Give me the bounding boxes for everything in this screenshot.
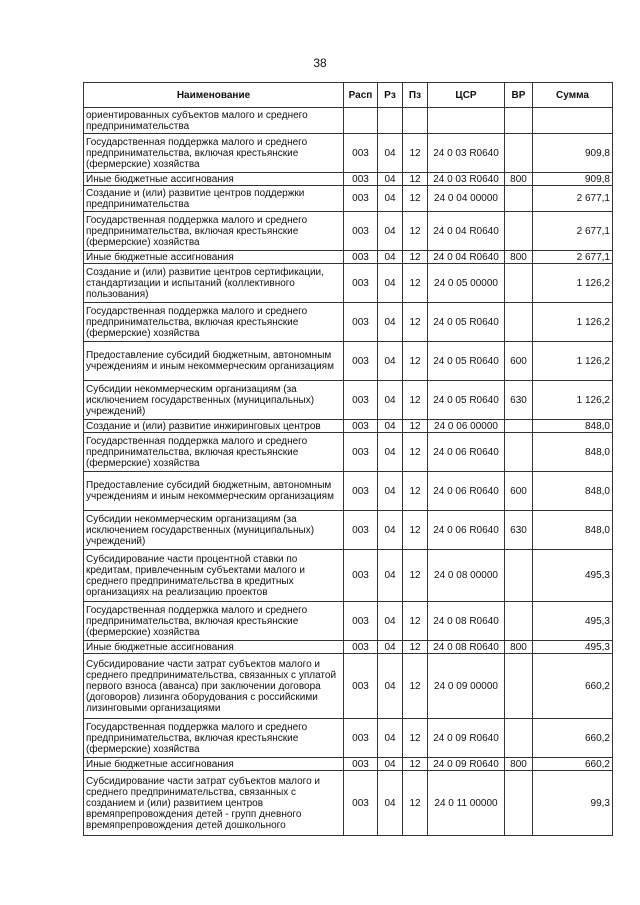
cell-rasp: 003 — [344, 264, 378, 303]
cell-vr — [505, 433, 533, 472]
cell-sum: 909,8 — [533, 134, 613, 173]
cell-rasp: 003 — [344, 472, 378, 511]
table-row — [84, 303, 613, 342]
cell-pz: 12 — [403, 771, 428, 836]
table-row — [84, 212, 613, 251]
cell-sum: 660,2 — [533, 719, 613, 758]
cell-sum: 660,2 — [533, 758, 613, 771]
table-row — [84, 251, 613, 264]
table-row — [84, 433, 613, 472]
table-row — [84, 602, 613, 641]
cell-csr: 24 0 08 R0640 — [428, 602, 505, 641]
cell-rz: 04 — [378, 173, 403, 186]
cell-rz: 04 — [378, 641, 403, 654]
cell-rz: 04 — [378, 251, 403, 264]
cell-csr: 24 0 04 R0640 — [428, 251, 505, 264]
cell-rz: 04 — [378, 303, 403, 342]
cell-csr: 24 0 09 R0640 — [428, 719, 505, 758]
cell-rasp: 003 — [344, 719, 378, 758]
table-row — [84, 511, 613, 550]
cell-vr — [505, 264, 533, 303]
cell-rasp: 003 — [344, 758, 378, 771]
cell-csr: 24 0 05 R0640 — [428, 381, 505, 420]
cell-vr — [505, 212, 533, 251]
cell-name: ориентированных субъектов малого и среднего предпринимательства — [84, 108, 344, 134]
cell-name: Государственная поддержка малого и среднего предпринимательства, включая крестьянские (фермерские) хозяйства — [84, 433, 344, 472]
cell-vr — [505, 602, 533, 641]
cell-name: Субсидии некоммерческим организациям (за исключением государственных (муниципальных) учреждений) — [84, 511, 344, 550]
cell-rasp: 003 — [344, 433, 378, 472]
cell-sum: 2 677,1 — [533, 212, 613, 251]
cell-csr: 24 0 06 R0640 — [428, 433, 505, 472]
page-number: 38 — [313, 56, 327, 70]
cell-sum: 495,3 — [533, 641, 613, 654]
header-csr: ЦСР — [428, 83, 505, 108]
cell-rz: 04 — [378, 758, 403, 771]
cell-rasp: 003 — [344, 641, 378, 654]
cell-name: Создание и (или) развитие центров сертификации, стандартизации и испытаний (коллективного пользования) — [84, 264, 344, 303]
cell-pz: 12 — [403, 251, 428, 264]
cell-name: Государственная поддержка малого и среднего предпринимательства, включая крестьянские (фермерские) хозяйства — [84, 602, 344, 641]
cell-rz: 04 — [378, 550, 403, 602]
cell-csr: 24 0 05 R0640 — [428, 303, 505, 342]
cell-csr: 24 0 08 R0640 — [428, 641, 505, 654]
cell-rz: 04 — [378, 342, 403, 381]
cell-pz: 12 — [403, 433, 428, 472]
cell-vr — [505, 108, 533, 134]
cell-sum: 99,3 — [533, 771, 613, 836]
cell-rz: 04 — [378, 771, 403, 836]
cell-rasp: 003 — [344, 186, 378, 212]
cell-sum: 495,3 — [533, 550, 613, 602]
cell-pz: 12 — [403, 212, 428, 251]
cell-vr — [505, 186, 533, 212]
cell-pz: 12 — [403, 303, 428, 342]
cell-csr: 24 0 06 R0640 — [428, 511, 505, 550]
cell-rasp: 003 — [344, 602, 378, 641]
cell-name: Субсидирование части процентной ставки по кредитам, привлеченным субъектами малого и среднего предпринимательства в кредитных организациях на реализацию проектов — [84, 550, 344, 602]
cell-rz: 04 — [378, 511, 403, 550]
cell-pz: 12 — [403, 550, 428, 602]
cell-vr: 600 — [505, 472, 533, 511]
cell-pz: 12 — [403, 719, 428, 758]
cell-sum — [533, 108, 613, 134]
cell-csr: 24 0 04 00000 — [428, 186, 505, 212]
cell-sum: 2 677,1 — [533, 186, 613, 212]
cell-rasp: 003 — [344, 511, 378, 550]
cell-pz: 12 — [403, 381, 428, 420]
header-sum: Сумма — [533, 83, 613, 108]
cell-pz: 12 — [403, 173, 428, 186]
cell-vr — [505, 550, 533, 602]
cell-vr — [505, 134, 533, 173]
cell-vr: 800 — [505, 758, 533, 771]
cell-csr: 24 0 03 R0640 — [428, 134, 505, 173]
header-pz: Пз — [403, 83, 428, 108]
cell-sum: 660,2 — [533, 654, 613, 719]
table-row — [84, 719, 613, 758]
cell-pz: 12 — [403, 641, 428, 654]
cell-rz: 04 — [378, 381, 403, 420]
header-name: Наименование — [84, 83, 344, 108]
cell-pz: 12 — [403, 134, 428, 173]
cell-vr: 630 — [505, 381, 533, 420]
cell-rasp: 003 — [344, 550, 378, 602]
cell-rasp: 003 — [344, 654, 378, 719]
cell-name: Создание и (или) развитие инжиринговых центров — [84, 420, 344, 433]
cell-csr: 24 0 04 R0640 — [428, 212, 505, 251]
table-row — [84, 173, 613, 186]
header-row — [84, 83, 613, 108]
cell-name: Предоставление субсидий бюджетным, автономным учреждениям и иным некоммерческим организациям — [84, 472, 344, 511]
cell-rz: 04 — [378, 212, 403, 251]
cell-csr — [428, 108, 505, 134]
cell-csr: 24 0 06 00000 — [428, 420, 505, 433]
cell-rasp: 003 — [344, 173, 378, 186]
cell-name: Государственная поддержка малого и среднего предпринимательства, включая крестьянские (фермерские) хозяйства — [84, 134, 344, 173]
cell-csr: 24 0 09 R0640 — [428, 758, 505, 771]
cell-rz: 04 — [378, 472, 403, 511]
cell-sum: 848,0 — [533, 511, 613, 550]
cell-vr — [505, 771, 533, 836]
cell-rasp: 003 — [344, 303, 378, 342]
cell-sum: 848,0 — [533, 420, 613, 433]
cell-name: Государственная поддержка малого и среднего предпринимательства, включая крестьянские (фермерские) хозяйства — [84, 212, 344, 251]
table-row — [84, 550, 613, 602]
table-row — [84, 771, 613, 836]
cell-rz: 04 — [378, 420, 403, 433]
cell-name: Государственная поддержка малого и среднего предпринимательства, включая крестьянские (фермерские) хозяйства — [84, 719, 344, 758]
cell-sum: 1 126,2 — [533, 381, 613, 420]
cell-csr: 24 0 09 00000 — [428, 654, 505, 719]
cell-csr: 24 0 05 R0640 — [428, 342, 505, 381]
cell-name: Иные бюджетные ассигнования — [84, 251, 344, 264]
table-row — [84, 758, 613, 771]
cell-rasp: 003 — [344, 342, 378, 381]
cell-pz — [403, 108, 428, 134]
cell-name: Государственная поддержка малого и среднего предпринимательства, включая крестьянские (фермерские) хозяйства — [84, 303, 344, 342]
cell-vr — [505, 303, 533, 342]
cell-pz: 12 — [403, 511, 428, 550]
header-rz: Рз — [378, 83, 403, 108]
cell-name: Субсидии некоммерческим организациям (за исключением государственных (муниципальных) учреждений) — [84, 381, 344, 420]
header-vr: ВР — [505, 83, 533, 108]
cell-vr — [505, 420, 533, 433]
cell-rz: 04 — [378, 264, 403, 303]
cell-rasp: 003 — [344, 771, 378, 836]
cell-sum: 1 126,2 — [533, 303, 613, 342]
cell-name: Иные бюджетные ассигнования — [84, 758, 344, 771]
cell-rasp: 003 — [344, 251, 378, 264]
cell-csr: 24 0 11 00000 — [428, 771, 505, 836]
cell-csr: 24 0 08 00000 — [428, 550, 505, 602]
cell-pz: 12 — [403, 472, 428, 511]
cell-vr: 800 — [505, 641, 533, 654]
cell-name: Субсидирование части затрат субъектов малого и среднего предпринимательства, связанных с созданием и (или) развитием центров времяпрепровождения детей - групп дневного времяпрепровождения детей дошкольного — [84, 771, 344, 836]
cell-pz: 12 — [403, 342, 428, 381]
table-row — [84, 134, 613, 173]
cell-sum: 848,0 — [533, 472, 613, 511]
table-row — [84, 472, 613, 511]
cell-csr: 24 0 06 R0640 — [428, 472, 505, 511]
cell-rz: 04 — [378, 433, 403, 472]
cell-pz: 12 — [403, 654, 428, 719]
budget-table — [83, 82, 613, 836]
cell-vr: 600 — [505, 342, 533, 381]
cell-name: Предоставление субсидий бюджетным, автономным учреждениям и иным некоммерческим организациям — [84, 342, 344, 381]
cell-rasp — [344, 108, 378, 134]
cell-name: Иные бюджетные ассигнования — [84, 173, 344, 186]
table-row — [84, 420, 613, 433]
cell-vr: 800 — [505, 173, 533, 186]
cell-rz: 04 — [378, 186, 403, 212]
cell-vr — [505, 719, 533, 758]
cell-rz: 04 — [378, 602, 403, 641]
cell-rasp: 003 — [344, 212, 378, 251]
cell-vr: 800 — [505, 251, 533, 264]
table-row — [84, 654, 613, 719]
table-row — [84, 342, 613, 381]
header-rasp: Расп — [344, 83, 378, 108]
cell-rz: 04 — [378, 134, 403, 173]
cell-name: Создание и (или) развитие центров поддержки предпринимательства — [84, 186, 344, 212]
cell-rasp: 003 — [344, 381, 378, 420]
table-row — [84, 264, 613, 303]
cell-rasp: 003 — [344, 134, 378, 173]
cell-vr: 630 — [505, 511, 533, 550]
cell-sum: 2 677,1 — [533, 251, 613, 264]
cell-pz: 12 — [403, 758, 428, 771]
table-row — [84, 108, 613, 134]
cell-sum: 1 126,2 — [533, 264, 613, 303]
cell-pz: 12 — [403, 602, 428, 641]
cell-csr: 24 0 05 00000 — [428, 264, 505, 303]
cell-sum: 909,8 — [533, 173, 613, 186]
cell-sum: 848,0 — [533, 433, 613, 472]
cell-name: Иные бюджетные ассигнования — [84, 641, 344, 654]
cell-sum: 495,3 — [533, 602, 613, 641]
cell-rz — [378, 108, 403, 134]
cell-pz: 12 — [403, 420, 428, 433]
cell-pz: 12 — [403, 186, 428, 212]
cell-rz: 04 — [378, 654, 403, 719]
cell-sum: 1 126,2 — [533, 342, 613, 381]
cell-csr: 24 0 03 R0640 — [428, 173, 505, 186]
table-row — [84, 641, 613, 654]
cell-pz: 12 — [403, 264, 428, 303]
cell-rz: 04 — [378, 719, 403, 758]
cell-name: Субсидирование части затрат субъектов малого и среднего предпринимательства, связанных с уплатой первого взноса (аванса) при заключении договора (договоров) лизинга оборудования с российскими лизинговыми организациями — [84, 654, 344, 719]
cell-rasp: 003 — [344, 420, 378, 433]
table-row — [84, 381, 613, 420]
cell-vr — [505, 654, 533, 719]
table-row — [84, 186, 613, 212]
